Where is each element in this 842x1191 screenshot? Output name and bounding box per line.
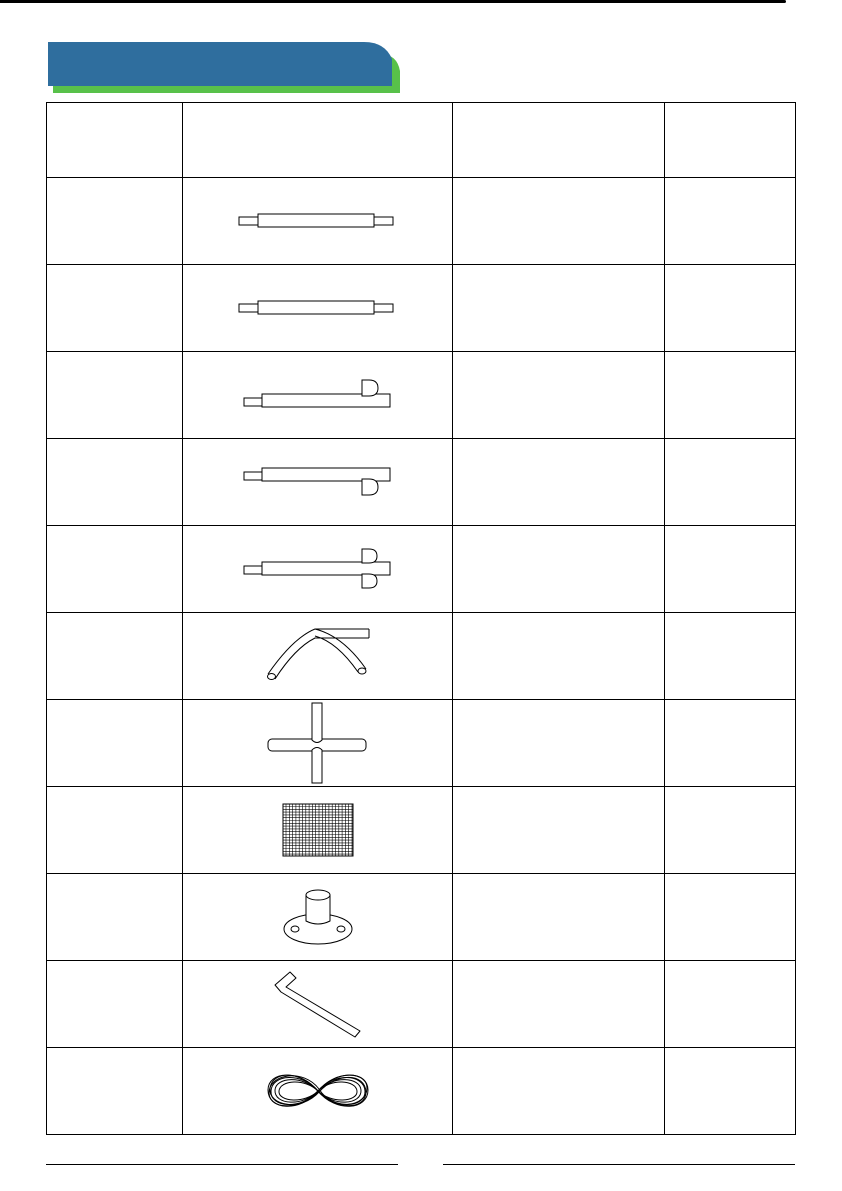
part-image-cell: [183, 613, 453, 700]
part-qty-cell: [665, 352, 796, 439]
header-cell: [453, 103, 665, 178]
banner-fill: [48, 42, 392, 86]
part-image-cell: [183, 1048, 453, 1135]
table-header-row: [47, 103, 796, 178]
section-banner: [46, 38, 402, 96]
part-name-cell: [453, 178, 665, 265]
part-number-cell: [47, 352, 183, 439]
part-name-cell: [453, 352, 665, 439]
mesh-net-icon: [282, 803, 354, 857]
table-row: [47, 1048, 796, 1135]
part-qty-cell: [665, 1048, 796, 1135]
part-qty-cell: [665, 265, 796, 352]
part-qty-cell: [665, 700, 796, 787]
part-qty-cell: [665, 526, 796, 613]
tube-double-lug-icon: [243, 548, 393, 590]
part-number-cell: [47, 439, 183, 526]
part-name-cell: [453, 787, 665, 874]
table-row: [47, 874, 796, 961]
part-image-cell: [183, 961, 453, 1048]
part-name-cell: [453, 613, 665, 700]
table-row: [47, 700, 796, 787]
header-cell: [183, 103, 453, 178]
table-row: [47, 265, 796, 352]
part-name-cell: [453, 265, 665, 352]
table-row: [47, 526, 796, 613]
part-qty-cell: [665, 439, 796, 526]
part-number-cell: [47, 700, 183, 787]
part-qty-cell: [665, 874, 796, 961]
table-row: [47, 352, 796, 439]
footer-rule-left: [46, 1164, 398, 1165]
parts-table: [46, 102, 796, 1135]
allen-key-icon: [273, 969, 363, 1039]
part-number-cell: [47, 1048, 183, 1135]
top-rule: [0, 0, 786, 3]
header-cell: [47, 103, 183, 178]
footer-rule-right: [443, 1164, 795, 1165]
part-image-cell: [183, 787, 453, 874]
tube-bottom-lug-icon: [243, 465, 393, 499]
part-number-cell: [47, 874, 183, 961]
table-row: [47, 439, 796, 526]
part-number-cell: [47, 265, 183, 352]
part-name-cell: [453, 874, 665, 961]
part-number-cell: [47, 178, 183, 265]
part-number-cell: [47, 613, 183, 700]
table-row: [47, 961, 796, 1048]
straight-tube-icon: [238, 211, 398, 231]
elastic-cord-icon: [265, 1066, 371, 1116]
part-image-cell: [183, 352, 453, 439]
cross-connector-icon: [266, 700, 370, 786]
part-image-cell: [183, 526, 453, 613]
part-name-cell: [453, 961, 665, 1048]
part-number-cell: [47, 787, 183, 874]
part-image-cell: [183, 178, 453, 265]
straight-tube-icon: [238, 298, 398, 318]
table-row: [47, 613, 796, 700]
part-number-cell: [47, 961, 183, 1048]
part-qty-cell: [665, 178, 796, 265]
table-row: [47, 787, 796, 874]
part-qty-cell: [665, 787, 796, 874]
header-cell: [665, 103, 796, 178]
tube-top-lug-icon: [243, 378, 393, 412]
part-number-cell: [47, 526, 183, 613]
part-image-cell: [183, 265, 453, 352]
part-qty-cell: [665, 961, 796, 1048]
part-name-cell: [453, 526, 665, 613]
part-image-cell: [183, 700, 453, 787]
base-flange-icon: [282, 887, 354, 947]
bent-tube-icon: [263, 626, 373, 686]
table-row: [47, 178, 796, 265]
part-qty-cell: [665, 613, 796, 700]
part-name-cell: [453, 439, 665, 526]
part-name-cell: [453, 700, 665, 787]
part-image-cell: [183, 874, 453, 961]
part-image-cell: [183, 439, 453, 526]
part-name-cell: [453, 1048, 665, 1135]
